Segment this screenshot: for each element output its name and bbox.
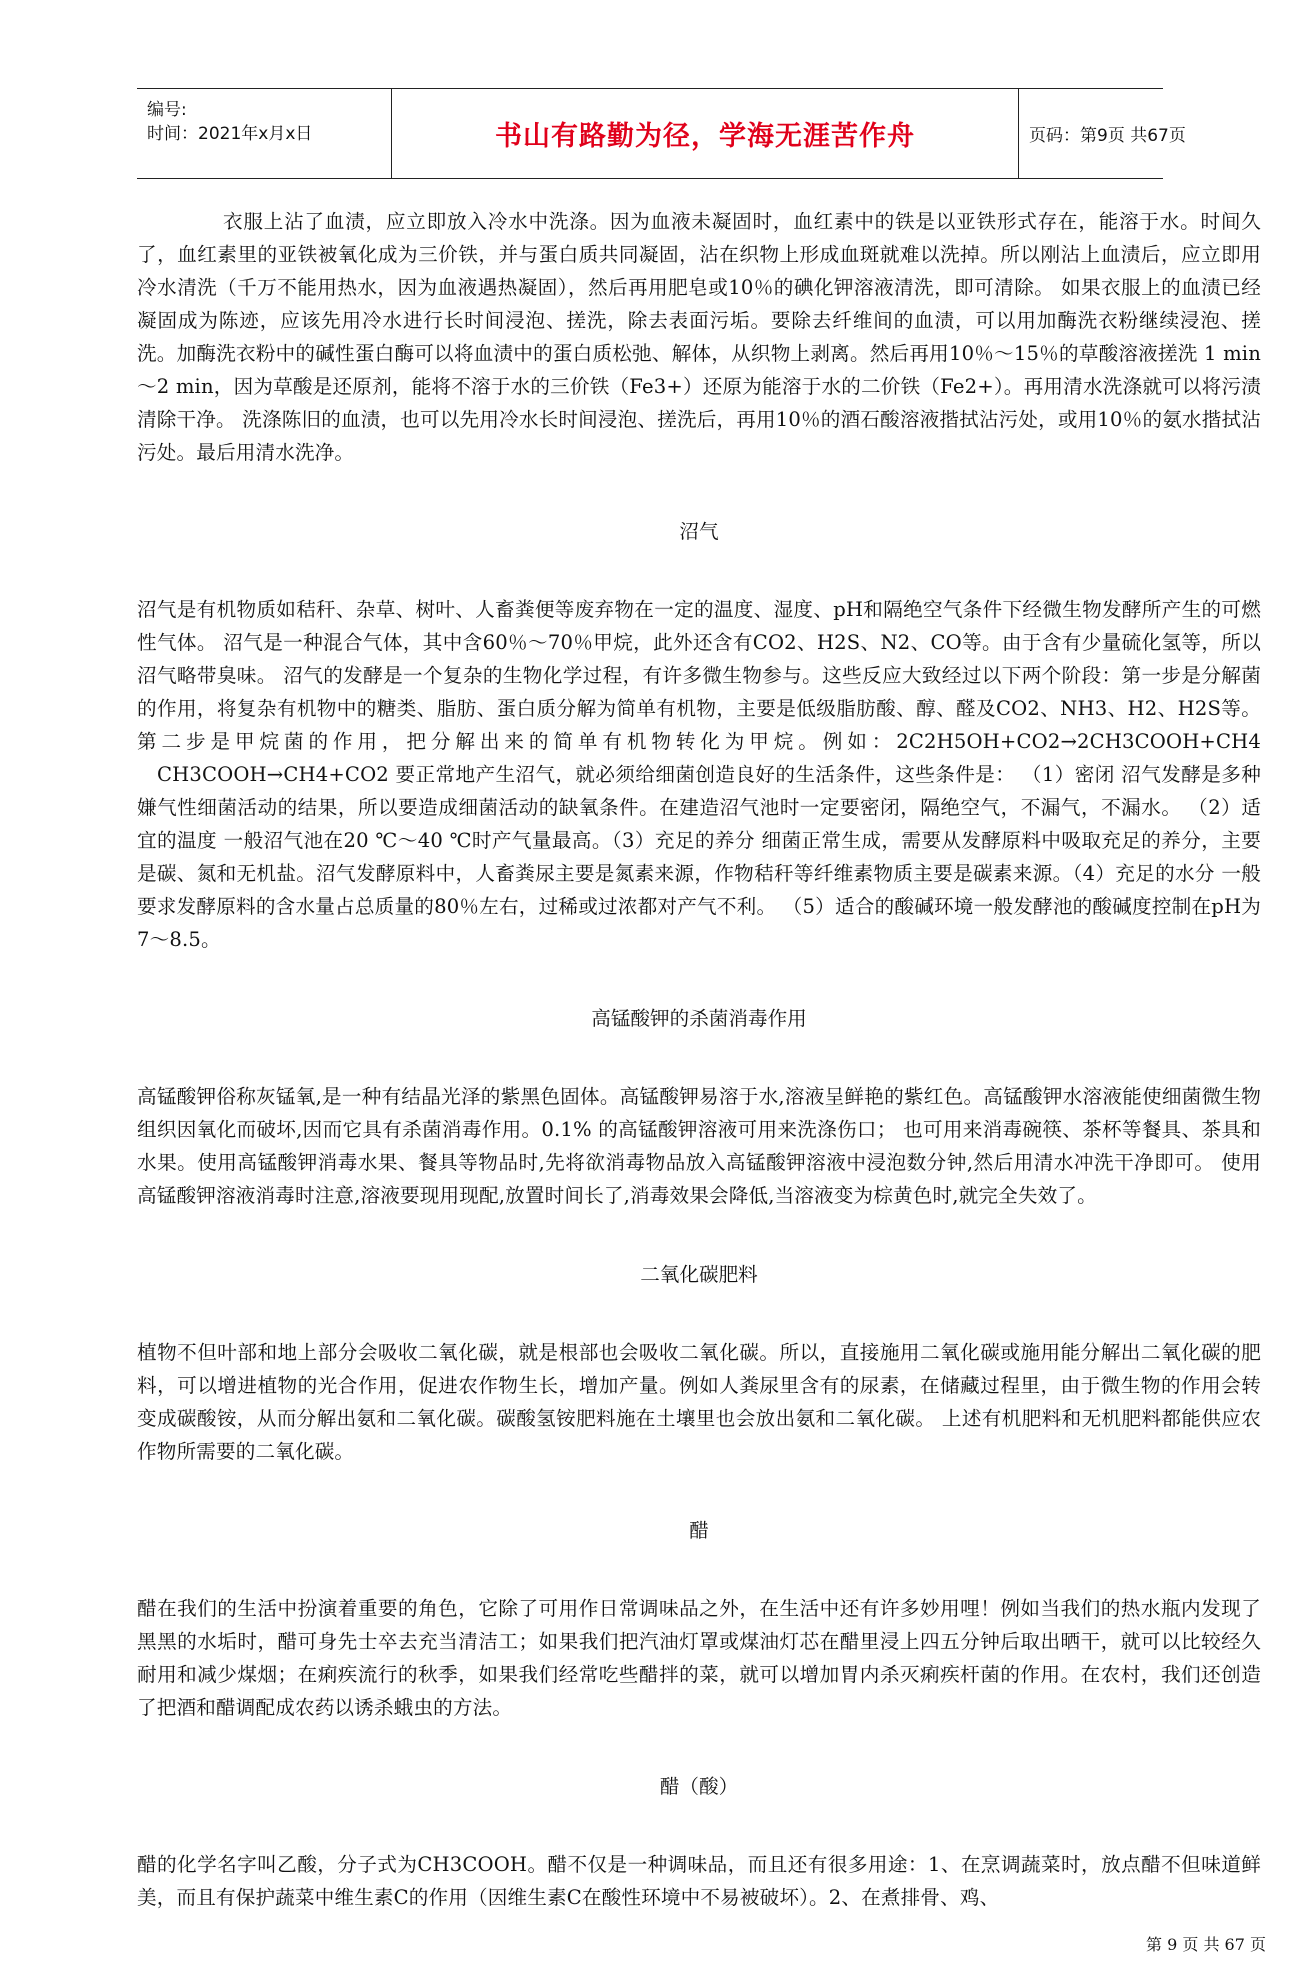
header-slogan-cell (391, 89, 1019, 178)
heading-biogas: 沼气 (679, 520, 719, 543)
page-footer: 第 9 页 共 67 页 (1146, 1935, 1266, 1954)
paragraph-biogas: 沼气是有机物质如秸秆、杂草、树叶、人畜粪便等废弃物在一定的温度、湿度、pH和隔绝空气条件下经微生物发酵所产生的可燃性气体。 沼气是一种混合气体，其中含60％～70％甲烷，此外还含有CO2、H2S、N2、CO等。由于含有少量硫化氢等，所以沼气略带臭味。 沼气的发酵是一个复杂的生物化学过程，有许多微生物参与。这些反应大致经过以下两个阶段：第一步是分解菌的作用，将复杂有机物中的糖类、脂肪、蛋白质分解为简单有机物，主要是低级脂肪酸、醇、醛及CO2、NH3、H2、H2S等。第二步是甲烷菌的作用，把分解出来的简单有机物转化为甲烷。例如：2C2H5OH+CO2→2CH3COOH+CH4 CH3COOH→CH4+CO2 要正常地产生沼气，就必须给细菌创造良好的生活条件，这些条件是： （1）密闭 沼气发酵是多种嫌气性细菌活动的结果，所以要造成细菌活动的缺氧条件。在建造沼气池时一定要密闭，隔绝空气，不漏气，不漏水。 （2）适宜的温度 一般沼气池在20 ℃～40 ℃时产气量最高。（3）充足的养分 细菌正常生成，需要从发酵原料中吸取充足的养分，主要是碳、氮和无机盐。沼气发酵原料中，人畜粪尿主要是氮素来源，作物秸秆等纤维素物质主要是碳素来源。（4）充足的水分 一般要求发酵原料的含水量占总质量的80％左右，过稀或过浓都对产气不利。 （5）适合的酸碱环境一般发酵池的酸碱度控制在pH为7～8.5。 (137, 598, 1261, 951)
paragraph-co2-fertilizer: 植物不但叶部和地上部分会吸收二氧化碳，就是根部也会吸收二氧化碳。所以，直接施用二氧化碳或施用能分解出二氧化碳的肥料，可以增进植物的光合作用，促进农作物生长，增加产量。例如人粪尿里含有的尿素，在储藏过程里，由于微生物的作用会转变成碳酸铵，从而分解出氨和二氧化碳。碳酸氢铵肥料施在土壤里也会放出氨和二氧化碳。 上述有机肥料和无机肥料都能供应农作物所需要的二氧化碳。 (137, 1341, 1261, 1463)
doc-time-label: 时间：2021年x月x日 (147, 124, 313, 144)
heading-vinegar: 醋 (689, 1519, 709, 1542)
header-meta (137, 89, 391, 178)
header-page-label: 页码：第9页 共67页 (1029, 126, 1186, 146)
page-header (137, 88, 1186, 179)
heading-acetic-acid: 醋（酸） (659, 1775, 739, 1798)
paragraph-vinegar: 醋在我们的生活中扮演着重要的角色，它除了可用作日常调味品之外，在生活中还有许多妙用哩！例如当我们的热水瓶内发现了黑黑的水垢时，醋可身先士卒去充当清洁工；如果我们把汽油灯罩或煤油灯芯在醋里浸上四五分钟后取出晒干，就可以比较经久耐用和减少煤烟；在痢疾流行的秋季，如果我们经常吃些醋拌的菜，就可以增加胃内杀灭痢疾杆菌的作用。在农村，我们还创造了把酒和醋调配成农药以诱杀蛾虫的方法。 (137, 1597, 1261, 1719)
paragraph-kmno4: 高锰酸钾俗称灰锰氧,是一种有结晶光泽的紫黑色固体。高锰酸钾易溶于水,溶液呈鲜艳的紫红色。高锰酸钾水溶液能使细菌微生物组织因氧化而破坏,因而它具有杀菌消毒作用。0.1% 的高锰酸钾溶液可用来洗涤伤口； 也可用来消毒碗筷、茶杯等餐具、茶具和水果。使用高锰酸钾消毒水果、餐具等物品时,先将欲消毒物品放入高锰酸钾溶液中浸泡数分钟,然后用清水冲洗干净即可。 使用高锰酸钾溶液消毒时注意,溶液要现用现配,放置时间长了,消毒效果会降低,当溶液变为棕黄色时,就完全失效了。 (137, 1085, 1261, 1207)
heading-co2-fertilizer: 二氧化碳肥料 (640, 1263, 758, 1286)
header-slogan: 书山有路勤为径，学海无涯苦作舟 (495, 121, 915, 152)
paragraph-acetic-acid: 醋的化学名字叫乙酸，分子式为CH3COOH。醋不仅是一种调味品，而且还有很多用途：1、在烹调蔬菜时，放点醋不但味道鲜美，而且有保护蔬菜中维生素C的作用（因维生素C在酸性环境中不易被破坏）。2、在煮排骨、鸡、 (137, 1853, 1261, 1909)
heading-kmno4: 高锰酸钾的杀菌消毒作用 (591, 1007, 807, 1030)
paragraph-bloodstain: 衣服上沾了血渍，应立即放入冷水中洗涤。因为血液未凝固时，血红素中的铁是以亚铁形式存在，能溶于水。时间久了，血红素里的亚铁被氧化成为三价铁，并与蛋白质共同凝固，沾在织物上形成血斑就难以洗掉。所以刚沾上血渍后，应立即用冷水清洗（千万不能用热水，因为血液遇热凝固），然后再用肥皂或10％的碘化钾溶液清洗，即可清除。 如果衣服上的血渍已经凝固成为陈迹，应该先用冷水进行长时间浸泡、搓洗，除去表面污垢。要除去纤维间的血渍，可以用加酶洗衣粉继续浸泡、搓洗。加酶洗衣粉中的碱性蛋白酶可以将血渍中的蛋白质松弛、解体，从织物上剥离。然后再用10％～15％的草酸溶液搓洗 1 min～2 min，因为草酸是还原剂，能将不溶于水的三价铁（Fe3+）还原为能溶于水的二价铁（Fe2+）。再用清水洗涤就可以将污渍清除干净。 洗涤陈旧的血渍，也可以先用冷水长时间浸泡、搓洗后，再用10％的酒石酸溶液揩拭沾污处，或用10％的氨水揩拭沾污处。最后用清水洗净。 (137, 210, 1261, 464)
document-body (137, 205, 1261, 1914)
doc-number-label: 编号: (147, 100, 187, 120)
